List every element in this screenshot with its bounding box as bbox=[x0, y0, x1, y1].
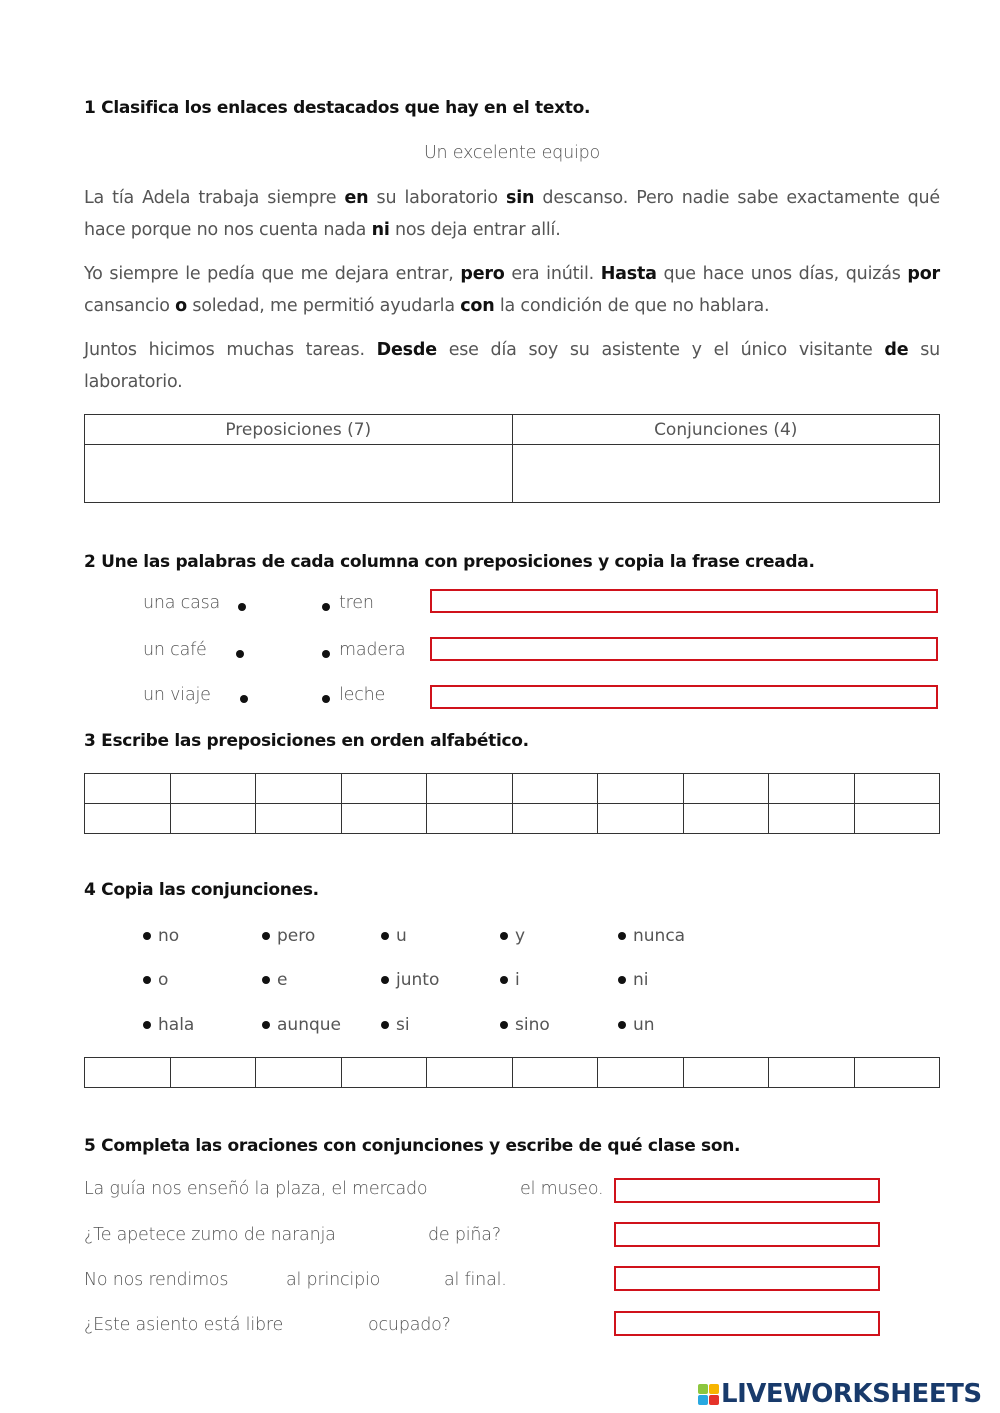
bullet-icon bbox=[618, 1021, 626, 1029]
left-bullet-point[interactable] bbox=[238, 603, 246, 611]
text-segment: que hace unos días, quizás bbox=[656, 264, 908, 284]
answer-cell[interactable] bbox=[427, 804, 513, 834]
preposiciones-answer-cell[interactable] bbox=[85, 445, 513, 503]
answer-cell[interactable] bbox=[512, 774, 598, 804]
bullet-icon bbox=[143, 1021, 151, 1029]
bullet-icon bbox=[381, 932, 389, 940]
conjunction-type-input[interactable] bbox=[614, 1222, 880, 1247]
conjunction-option bbox=[143, 926, 179, 946]
conjunction-option bbox=[262, 1015, 341, 1035]
bullet-icon bbox=[618, 976, 626, 984]
answer-cell[interactable] bbox=[256, 804, 342, 834]
bullet-icon bbox=[143, 932, 151, 940]
text-segment: cansancio bbox=[84, 296, 176, 316]
conjunction-option bbox=[143, 1015, 194, 1035]
option-label: aunque bbox=[277, 1015, 341, 1035]
alphabetical-order-grid bbox=[84, 773, 940, 834]
highlighted-link-word: Desde bbox=[376, 340, 437, 360]
text-segment: descanso. Pero nadie sabe exactamente qué hace porque no nos cuenta nada bbox=[84, 188, 940, 240]
conjunction-option bbox=[381, 970, 439, 990]
bullet-icon bbox=[143, 976, 151, 984]
bullet-icon bbox=[500, 976, 508, 984]
answer-cell[interactable] bbox=[683, 804, 769, 834]
highlighted-link-word: con bbox=[460, 296, 495, 316]
answer-cell[interactable] bbox=[854, 1058, 940, 1088]
exercise-2-title: 2 Une las palabras de cada columna con preposiciones y copia la frase creada. bbox=[84, 552, 815, 572]
highlighted-link-word: o bbox=[175, 296, 187, 316]
logo-blocks-icon bbox=[698, 1384, 719, 1405]
sentence-part: al principio bbox=[286, 1270, 381, 1290]
option-label: nunca bbox=[633, 926, 686, 946]
exercise-5-title: 5 Completa las oraciones con conjunciones y escribe de qué clase son. bbox=[84, 1136, 741, 1156]
left-word: un viaje bbox=[143, 685, 211, 705]
sentence-answer-input[interactable] bbox=[430, 589, 938, 613]
option-label: hala bbox=[158, 1015, 195, 1035]
highlighted-link-word: sin bbox=[506, 188, 535, 208]
conjunction-option bbox=[262, 926, 315, 946]
answer-cell[interactable] bbox=[170, 774, 256, 804]
text-segment: Juntos hicimos muchas tareas. bbox=[84, 340, 377, 360]
sentence-part: ocupado? bbox=[368, 1315, 451, 1335]
option-label: junto bbox=[396, 970, 440, 990]
answer-cell[interactable] bbox=[85, 804, 171, 834]
sentence-part: el museo. bbox=[520, 1179, 604, 1199]
option-label: u bbox=[396, 926, 407, 946]
option-label: no bbox=[158, 926, 180, 946]
conjunction-option bbox=[143, 970, 168, 990]
answer-cell[interactable] bbox=[683, 1058, 769, 1088]
conjunction-option bbox=[381, 926, 407, 946]
left-bullet-point[interactable] bbox=[240, 695, 248, 703]
option-label: y bbox=[515, 926, 526, 946]
text-segment: su laboratorio bbox=[368, 188, 507, 208]
sentence-part: al final. bbox=[444, 1270, 507, 1290]
option-label: e bbox=[277, 970, 288, 990]
answer-cell[interactable] bbox=[854, 774, 940, 804]
conjunction-option bbox=[500, 926, 525, 946]
text-segment: su laboratorio. bbox=[84, 340, 940, 392]
story-paragraph-3 bbox=[84, 334, 940, 398]
bullet-icon bbox=[381, 976, 389, 984]
highlighted-link-word: en bbox=[344, 188, 369, 208]
highlighted-link-word: por bbox=[907, 264, 940, 284]
conjunction-option bbox=[381, 1015, 410, 1035]
right-bullet-point[interactable] bbox=[322, 603, 330, 611]
bullet-icon bbox=[262, 1021, 270, 1029]
option-label: pero bbox=[277, 926, 316, 946]
story-paragraph-1 bbox=[84, 182, 940, 246]
right-bullet-point[interactable] bbox=[322, 650, 330, 658]
answer-cell[interactable] bbox=[341, 804, 427, 834]
answer-cell[interactable] bbox=[85, 1058, 171, 1088]
answer-cell[interactable] bbox=[256, 774, 342, 804]
sentence-answer-input[interactable] bbox=[430, 637, 938, 661]
conjunctions-copy-grid bbox=[84, 1057, 940, 1088]
conjunction-option bbox=[618, 926, 685, 946]
bullet-icon bbox=[500, 1021, 508, 1029]
text-segment: ese día soy su asistente y el único visitante bbox=[436, 340, 885, 360]
option-label: un bbox=[633, 1015, 655, 1035]
option-label: o bbox=[158, 970, 169, 990]
conjunction-option bbox=[618, 970, 649, 990]
sentence-part: ¿Te apetece zumo de naranja bbox=[84, 1225, 336, 1245]
answer-cell[interactable] bbox=[598, 774, 684, 804]
highlighted-link-word: Hasta bbox=[600, 264, 657, 284]
text-segment: nos deja entrar allí. bbox=[389, 220, 561, 240]
story-paragraph-2 bbox=[84, 258, 940, 322]
liveworksheets-logo bbox=[698, 1379, 982, 1409]
conjunction-option bbox=[500, 970, 520, 990]
right-word: leche bbox=[339, 685, 386, 705]
highlighted-link-word: ni bbox=[371, 220, 390, 240]
highlighted-link-word: de bbox=[884, 340, 909, 360]
answer-cell[interactable] bbox=[85, 774, 171, 804]
answer-cell[interactable] bbox=[769, 804, 855, 834]
conjunction-option bbox=[618, 1015, 655, 1035]
conjunction-type-input[interactable] bbox=[614, 1178, 880, 1203]
option-label: sino bbox=[515, 1015, 550, 1035]
sentence-answer-input[interactable] bbox=[430, 685, 938, 709]
answer-cell[interactable] bbox=[854, 804, 940, 834]
conjunciones-answer-cell[interactable] bbox=[512, 445, 940, 503]
text-segment: la condición de que no hablara. bbox=[494, 296, 770, 316]
bullet-icon bbox=[262, 976, 270, 984]
option-label: si bbox=[396, 1015, 410, 1035]
answer-cell[interactable] bbox=[170, 804, 256, 834]
sentence-part: No nos rendimos bbox=[84, 1270, 229, 1290]
exercise-1-title: 1 Clasifica los enlaces destacados que hay en el texto. bbox=[84, 98, 591, 118]
answer-cell[interactable] bbox=[341, 774, 427, 804]
left-word: un café bbox=[143, 640, 207, 660]
answer-cell[interactable] bbox=[427, 1058, 513, 1088]
text-segment: era inútil. bbox=[504, 264, 601, 284]
exercise-4-title: 4 Copia las conjunciones. bbox=[84, 880, 319, 900]
left-bullet-point[interactable] bbox=[236, 650, 244, 658]
answer-cell[interactable] bbox=[683, 774, 769, 804]
answer-cell[interactable] bbox=[598, 1058, 684, 1088]
sentence-part: de piña? bbox=[428, 1225, 501, 1245]
left-word: una casa bbox=[143, 593, 221, 613]
answer-cell[interactable] bbox=[769, 774, 855, 804]
right-bullet-point[interactable] bbox=[322, 695, 330, 703]
story-title: Un excelente equipo bbox=[423, 143, 601, 163]
text-segment: soledad, me permitió ayudarla bbox=[186, 296, 461, 316]
answer-cell[interactable] bbox=[598, 804, 684, 834]
text-segment: La tía Adela trabaja siempre bbox=[84, 188, 345, 208]
bullet-icon bbox=[618, 932, 626, 940]
bullet-icon bbox=[262, 932, 270, 940]
right-word: tren bbox=[339, 593, 374, 613]
answer-cell[interactable] bbox=[769, 1058, 855, 1088]
bullet-icon bbox=[500, 932, 508, 940]
answer-cell[interactable] bbox=[427, 774, 513, 804]
logo-text: LIVEWORKSHEETS bbox=[721, 1379, 982, 1409]
conjunction-option bbox=[500, 1015, 550, 1035]
classification-table bbox=[84, 414, 940, 503]
answer-cell[interactable] bbox=[170, 1058, 256, 1088]
sentence-part: La guía nos enseñó la plaza, el mercado bbox=[84, 1179, 428, 1199]
answer-cell[interactable] bbox=[512, 804, 598, 834]
answer-cell[interactable] bbox=[341, 1058, 427, 1088]
answer-cell[interactable] bbox=[256, 1058, 342, 1088]
conjunction-type-input[interactable] bbox=[614, 1266, 880, 1291]
header-preposiciones: Preposiciones (7) bbox=[85, 415, 513, 445]
highlighted-link-word: pero bbox=[460, 264, 505, 284]
option-label: ni bbox=[633, 970, 649, 990]
conjunction-option bbox=[262, 970, 287, 990]
text-segment: Yo siempre le pedía que me dejara entrar, bbox=[84, 264, 461, 284]
answer-cell[interactable] bbox=[512, 1058, 598, 1088]
sentence-part: ¿Este asiento está libre bbox=[84, 1315, 284, 1335]
bullet-icon bbox=[381, 1021, 389, 1029]
header-conjunciones: Conjunciones (4) bbox=[512, 415, 940, 445]
right-word: madera bbox=[339, 640, 406, 660]
option-label: i bbox=[515, 970, 520, 990]
exercise-3-title: 3 Escribe las preposiciones en orden alfabético. bbox=[84, 731, 529, 751]
conjunction-type-input[interactable] bbox=[614, 1311, 880, 1336]
